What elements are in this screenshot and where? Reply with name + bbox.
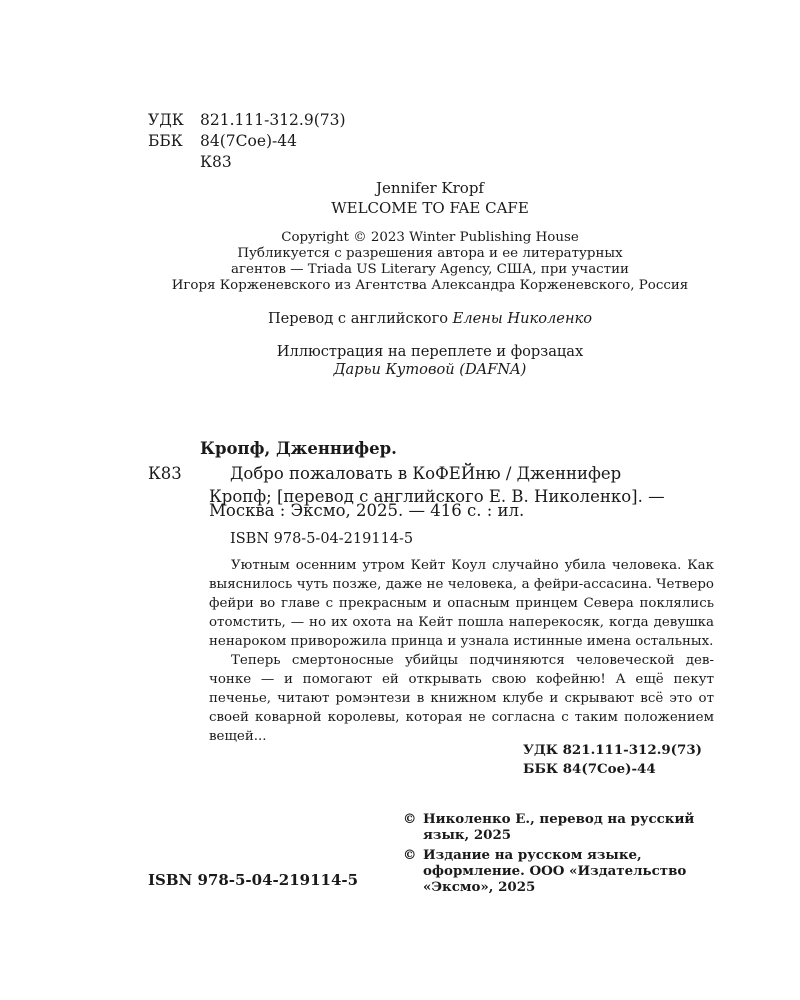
copyright-original: Copyright © 2023 Winter Publishing House xyxy=(281,230,579,245)
copyright-edition xyxy=(403,847,723,895)
udk-row xyxy=(148,110,346,131)
copyright-line: Николенко Е., перевод на русский xyxy=(423,811,695,827)
catalog-line-2: Кропф; [перевод с английского Е. В. Николенко]. — xyxy=(209,487,665,506)
copyright-line: «Эксмо», 2025 xyxy=(423,879,536,895)
catalog-isbn: ISBN 978-5-04-219114-5 xyxy=(230,531,414,547)
rights-line-2: агентов — Triada US Literary Agency, США, при участии xyxy=(231,262,629,277)
original-author: Jennifer Kropf xyxy=(376,179,484,197)
catalog-mark: К83 xyxy=(148,464,182,483)
translation-prefix: Перевод с английского xyxy=(267,310,449,327)
copyright-line: Издание на русском языке, xyxy=(423,847,642,863)
copyright-symbol: © xyxy=(403,847,417,863)
rights-line-1: Публикуется с разрешения автора и ее литературных xyxy=(237,246,623,261)
author-mark-row xyxy=(148,152,232,173)
copyright-translation xyxy=(403,811,723,843)
copyright-symbol: © xyxy=(403,811,417,827)
catalog-heading: Кропф, Дженнифер. xyxy=(200,439,397,458)
original-title: WELCOME TO FAE CAFE xyxy=(331,199,529,217)
author-mark: К83 xyxy=(200,153,232,171)
catalog-line-1: Добро пожаловать в КоФЕЙню / Дженнифер xyxy=(230,464,622,483)
index-bbk: ББК 84(7Coe)-44 xyxy=(523,761,656,777)
abstract-paragraph-2: Теперь смертоносные убийцы подчиняются человеческой девчонке — и помогают ей открывать свою кофейню! А ещё пекут печенье, читают ромэнтези в книжном клубе и скрывают всё это от своей коварной королевы, которая не согласна с таким положением вещей... xyxy=(209,653,714,744)
copyright-notices xyxy=(403,811,723,899)
udk-label: УДК xyxy=(148,111,184,129)
illustrator: Дарьи Кутовой (DAFNA) xyxy=(333,361,527,378)
copyright-line: оформление. ООО «Издательство xyxy=(423,863,687,879)
translator-name: Елены Николенко xyxy=(452,310,593,327)
illustrator-name xyxy=(0,360,800,379)
illustration-label: Иллюстрация на переплете и форзацах xyxy=(276,343,584,360)
abstract-paragraph-1: Уютным осенним утром Кейт Коул случайно убила человека. Как выяснилось чуть позже, даже не человека, а фейри-ассасина. Четверо фейри во главе с прекрасным и опасным принцем Севера поклялись отомстить, — но их охота на Кейт пошла наперекосяк, когда девушка ненароком приворожила принца и узнала истинные имена остальных. xyxy=(209,558,714,649)
abstract xyxy=(209,556,714,746)
bbk-value: 84(7Coe)-44 xyxy=(200,132,298,150)
index-udk: УДК 821.111-312.9(73) xyxy=(523,742,702,758)
copyright-line: язык, 2025 xyxy=(423,827,512,843)
bottom-isbn: ISBN 978-5-04-219114-5 xyxy=(148,871,359,889)
bbk-row xyxy=(148,131,297,152)
bbk-label: ББК xyxy=(148,132,183,150)
catalog-line-3: Москва : Эксмо, 2025. — 416 с. : ил. xyxy=(209,501,525,520)
rights-line-3: Игоря Корженевского из Агентства Александра Корженевского, Россия xyxy=(171,278,689,293)
udk-value: 821.111-312.9(73) xyxy=(200,111,346,129)
translation-credit xyxy=(0,309,800,328)
